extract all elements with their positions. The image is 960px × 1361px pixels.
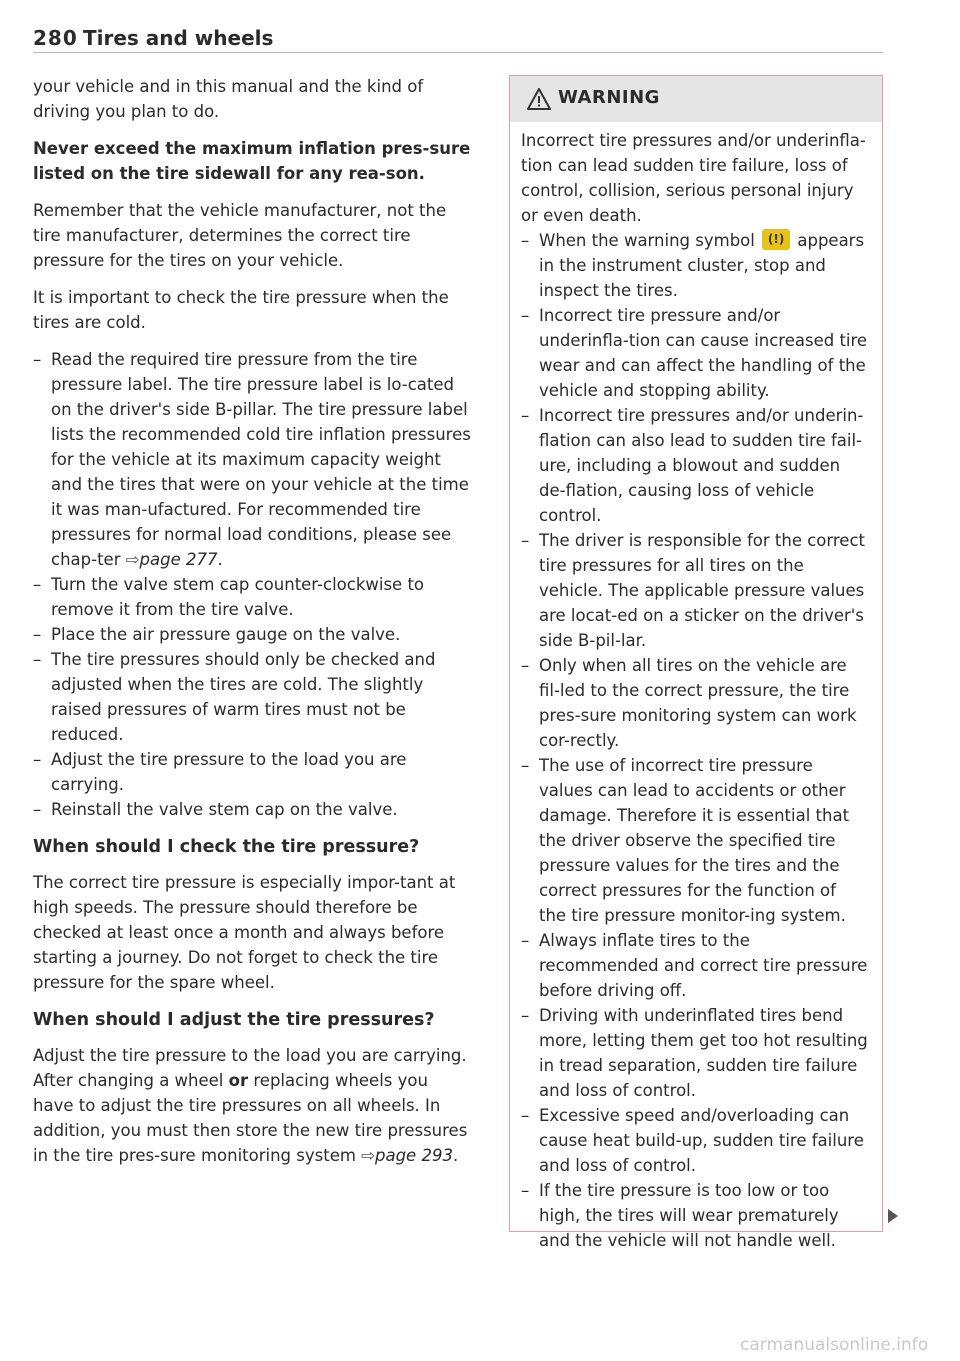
watermark: carmanualsonline.info (740, 1335, 929, 1355)
page-number: 280 (33, 26, 78, 50)
warning-intro: Incorrect tire pressures and/or underinfla-tion can lead sudden tire failure, loss of control, collision, serious personal injury or even death. (521, 131, 866, 225)
list-item (521, 228, 868, 303)
warning-body (510, 122, 882, 1253)
punctuation: . (452, 1146, 459, 1165)
page-link[interactable] (361, 1146, 453, 1165)
page-ref: page 277 (139, 550, 218, 569)
adjust-text-2: replacing wheels you have to adjust the tire pressures on all wheels. In addition, you must then store the new tire pressures in the tire pres-sure monitoring system (33, 1071, 468, 1165)
list-item: – Driving with underinflated tires bend more, letting them get too hot resulting in tread separation, sudden tire failure and loss of control. (521, 1003, 868, 1103)
tire-pressure-warning-icon (762, 229, 790, 250)
warning-triangle-icon (527, 88, 551, 110)
list-item: – Adjust the tire pressure to the load you are carrying. (33, 747, 473, 797)
arrow-right-icon: ⇨ (125, 550, 140, 569)
list-item: – Always inflate tires to the recommended and correct tire pressure before driving off. (521, 928, 868, 1003)
remember-paragraph: Remember that the vehicle manufacturer, not the tire manufacturer, determines the correct tire pressure for the tires on your vehicle. (33, 201, 447, 270)
header-rule (33, 52, 883, 53)
cold-check-paragraph: It is important to check the tire pressure when the tires are cold. (33, 288, 449, 332)
step-text: Read the required tire pressure from the tire pressure label. The tire pressure label is lo-cated on the driver's side B-pillar. The tire pressure label lists the recommended cold tire inflation pressures for the vehicle at its maximum capacity weight and the tires that were on your vehicle at the time it was man-ufactured. For recommended tire pressures for normal load conditions, please see chap-ter (51, 350, 471, 569)
list-item: – Place the air pressure gauge on the valve. (33, 622, 473, 647)
page-ref: page 293 (375, 1146, 453, 1165)
steps-list (33, 347, 473, 822)
warning-box (509, 75, 883, 1250)
left-column (33, 74, 473, 1180)
warning-title: WARNING (558, 87, 660, 108)
check-paragraph: The correct tire pressure is especially impor-tant at high speeds. The pressure should therefore be checked at least once a month and always before starting a journey. Do not forget to check the tire pressure for the spare wheel. (33, 873, 456, 992)
page-link[interactable] (126, 550, 218, 569)
intro-paragraph: your vehicle and in this manual and the kind of driving you plan to do. (33, 77, 424, 121)
heading-adjust-pressure: When should I adjust the tire pressures? (33, 1010, 435, 1030)
warning-header (510, 76, 882, 122)
section-title: Tires and wheels (83, 26, 274, 50)
list-item: – If the tire pressure is too low or too high, the tires will wear prematurely and the vehicle will not handle well. (521, 1178, 868, 1253)
list-item: – The use of incorrect tire pressure values can lead to accidents or other damage. Therefore it is essential that the driver observe the specified tire pressure values for the tires and the correct pressures for the function of the tire pressure monitor-ing system. (521, 753, 868, 928)
list-item: – Incorrect tire pressures and/or underin-flation can also lead to sudden tire fail-ure, including a blowout and sudden de-flation, causing loss of vehicle control. (521, 403, 868, 528)
warning-item-text: appears in the instrument cluster, stop and inspect the tires. (539, 231, 865, 300)
list-item: – Turn the valve stem cap counter-clockwise to remove it from the tire valve. (33, 572, 473, 622)
list-item: – Excessive speed and/overloading can cause heat build-up, sudden tire failure and loss of control. (521, 1103, 868, 1178)
symbol-label: (!) (767, 232, 785, 246)
list-item (33, 347, 473, 572)
warning-item-text: When the warning symbol (539, 231, 761, 250)
list-item: – Reinstall the valve stem cap on the valve. (33, 797, 473, 822)
continue-arrow-icon (888, 1209, 898, 1223)
or-bold: or (228, 1071, 249, 1090)
warning-list (521, 228, 868, 1253)
list-item: – Only when all tires on the vehicle are fil-led to the correct pressure, the tire pres-sure monitoring system can work cor-rectly. (521, 653, 868, 753)
list-item: – The tire pressures should only be checked and adjusted when the tires are cold. The slightly raised pressures of warm tires must not be reduced. (33, 647, 473, 747)
adjust-text-1: Adjust the tire pressure to the load you are carrying. After changing a wheel (33, 1046, 467, 1090)
max-inflation-warning: Never exceed the maximum inflation pres-sure listed on the tire sidewall for any rea-son. (33, 139, 471, 183)
punctuation: . (217, 550, 223, 569)
list-item: – The driver is responsible for the correct tire pressures for all tires on the vehicle. The applicable pressure values are locat-ed on a sticker on the driver's side B-pil-lar. (521, 528, 868, 653)
arrow-right-icon: ⇨ (361, 1146, 375, 1165)
list-item: – Incorrect tire pressure and/or underinfla-tion can cause increased tire wear and can affect the handling of the vehicle and stopping ability. (521, 303, 868, 403)
adjust-paragraph (33, 1043, 473, 1168)
heading-check-pressure: When should I check the tire pressure? (33, 837, 420, 857)
page-header (33, 26, 883, 52)
